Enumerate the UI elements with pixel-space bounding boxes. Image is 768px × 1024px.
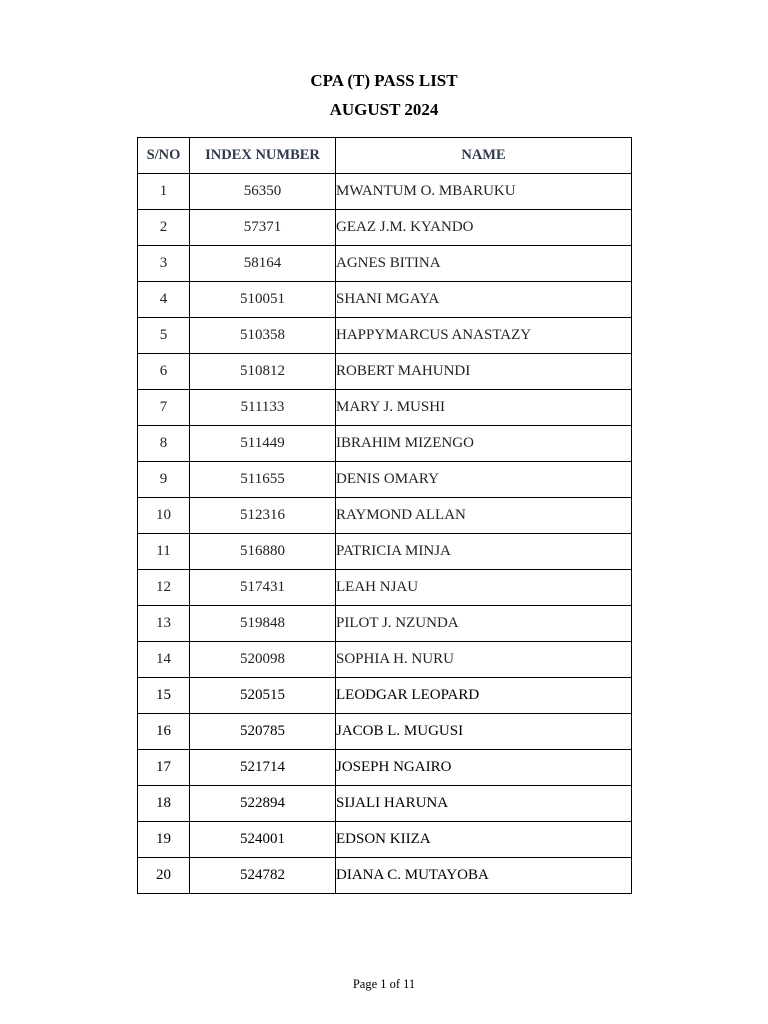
table-row	[138, 642, 632, 678]
pass-list-table	[137, 137, 632, 894]
index-number-cell: 521714	[190, 750, 336, 786]
table-row	[138, 354, 632, 390]
table-row	[138, 246, 632, 282]
table-body	[138, 174, 632, 894]
table-row	[138, 606, 632, 642]
column-header-name: NAME	[336, 138, 632, 174]
table-row	[138, 750, 632, 786]
sno-cell: 1	[138, 174, 190, 210]
name-cell: HAPPYMARCUS ANASTAZY	[336, 318, 632, 354]
table-row	[138, 570, 632, 606]
index-number-cell: 512316	[190, 498, 336, 534]
index-number-cell: 522894	[190, 786, 336, 822]
name-cell: IBRAHIM MIZENGO	[336, 426, 632, 462]
index-number-cell: 516880	[190, 534, 336, 570]
index-number-cell: 511655	[190, 462, 336, 498]
index-number-cell: 58164	[190, 246, 336, 282]
index-number-cell: 520515	[190, 678, 336, 714]
index-number-cell: 524782	[190, 858, 336, 894]
name-cell: SHANI MGAYA	[336, 282, 632, 318]
column-header-index-number: INDEX NUMBER	[190, 138, 336, 174]
name-cell: LEAH NJAU	[336, 570, 632, 606]
table-row	[138, 318, 632, 354]
sno-cell: 18	[138, 786, 190, 822]
sno-cell: 2	[138, 210, 190, 246]
table-header-row	[138, 138, 632, 174]
name-cell: DIANA C. MUTAYOBA	[336, 858, 632, 894]
sno-cell: 6	[138, 354, 190, 390]
sno-cell: 12	[138, 570, 190, 606]
sno-cell: 11	[138, 534, 190, 570]
name-cell: JOSEPH NGAIRO	[336, 750, 632, 786]
table-row	[138, 390, 632, 426]
index-number-cell: 519848	[190, 606, 336, 642]
sno-cell: 15	[138, 678, 190, 714]
sno-cell: 19	[138, 822, 190, 858]
table-row	[138, 678, 632, 714]
index-number-cell: 510358	[190, 318, 336, 354]
table-row	[138, 822, 632, 858]
sno-cell: 4	[138, 282, 190, 318]
name-cell: JACOB L. MUGUSI	[336, 714, 632, 750]
name-cell: SIJALI HARUNA	[336, 786, 632, 822]
table-row	[138, 174, 632, 210]
table-row	[138, 210, 632, 246]
table-row	[138, 498, 632, 534]
name-cell: MWANTUM O. MBARUKU	[336, 174, 632, 210]
index-number-cell: 520785	[190, 714, 336, 750]
sno-cell: 10	[138, 498, 190, 534]
sno-cell: 5	[138, 318, 190, 354]
name-cell: EDSON KIIZA	[336, 822, 632, 858]
sno-cell: 13	[138, 606, 190, 642]
sno-cell: 20	[138, 858, 190, 894]
table-row	[138, 462, 632, 498]
index-number-cell: 510812	[190, 354, 336, 390]
index-number-cell: 57371	[190, 210, 336, 246]
sno-cell: 17	[138, 750, 190, 786]
index-number-cell: 520098	[190, 642, 336, 678]
sno-cell: 16	[138, 714, 190, 750]
index-number-cell: 511133	[190, 390, 336, 426]
name-cell: MARY J. MUSHI	[336, 390, 632, 426]
name-cell: LEODGAR LEOPARD	[336, 678, 632, 714]
name-cell: ROBERT MAHUNDI	[336, 354, 632, 390]
table-row	[138, 426, 632, 462]
index-number-cell: 511449	[190, 426, 336, 462]
index-number-cell: 56350	[190, 174, 336, 210]
sno-cell: 9	[138, 462, 190, 498]
index-number-cell: 510051	[190, 282, 336, 318]
sno-cell: 8	[138, 426, 190, 462]
table-row	[138, 282, 632, 318]
index-number-cell: 524001	[190, 822, 336, 858]
table-row	[138, 858, 632, 894]
page-number: Page 1 of 11	[352, 977, 416, 991]
page-title: CPA (T) PASS LIST	[310, 71, 458, 90]
sno-cell: 14	[138, 642, 190, 678]
name-cell: SOPHIA H. NURU	[336, 642, 632, 678]
name-cell: RAYMOND ALLAN	[336, 498, 632, 534]
page-subtitle: AUGUST 2024	[329, 100, 439, 119]
name-cell: GEAZ J.M. KYANDO	[336, 210, 632, 246]
sno-cell: 7	[138, 390, 190, 426]
name-cell: DENIS OMARY	[336, 462, 632, 498]
table-row	[138, 534, 632, 570]
index-number-cell: 517431	[190, 570, 336, 606]
table-row	[138, 714, 632, 750]
name-cell: PATRICIA MINJA	[336, 534, 632, 570]
sno-cell: 3	[138, 246, 190, 282]
name-cell: PILOT J. NZUNDA	[336, 606, 632, 642]
name-cell: AGNES BITINA	[336, 246, 632, 282]
table-row	[138, 786, 632, 822]
column-header-sno: S/NO	[138, 138, 190, 174]
